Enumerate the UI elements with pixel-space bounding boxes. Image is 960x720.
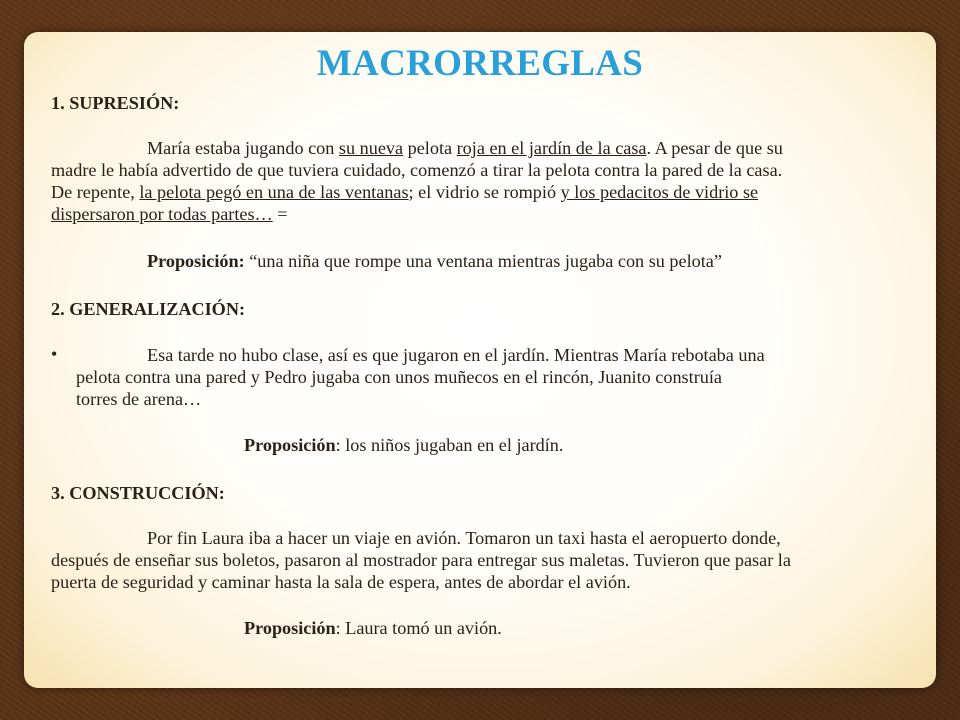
proposition-text: : Laura tomó un avión. <box>335 618 502 638</box>
section3-line-2: después de enseñar sus boletos, pasaron al mostrador para entregar sus maletas. Tuvieron que pasar la <box>51 550 791 570</box>
section1-proposition <box>147 250 722 272</box>
text-segment: ; el vidrio se rompió <box>408 182 561 202</box>
underlined-phrase: dispersaron por todas partes… <box>51 204 273 224</box>
section3-line-1: Por fin Laura iba a hacer un viaje en avión. Tomaron un taxi hasta el aeropuerto donde, <box>147 528 781 548</box>
text-segment: = <box>272 204 288 224</box>
proposition-label: Proposición: <box>147 251 245 271</box>
section1-paragraph <box>51 137 931 225</box>
text-segment: . A pesar de que su <box>646 138 783 158</box>
section3-paragraph <box>51 527 936 593</box>
text-segment: María estaba jugando con <box>147 138 339 158</box>
section2-line-3: torres de arena… <box>76 389 202 409</box>
underlined-phrase: su nueva <box>338 138 404 158</box>
proposition-label: Proposición <box>244 618 336 638</box>
text-segment: De repente, <box>51 182 140 202</box>
section-heading-supresion: 1. SUPRESIÓN: <box>51 93 180 113</box>
section-heading-generalizacion: 2. GENERALIZACIÓN: <box>51 299 246 319</box>
proposition-label: Proposición <box>244 435 336 455</box>
text-segment: madre le había advertido de que tuviera cuidado, comenzó a tirar la pelota contra la pared de la casa. <box>51 160 783 180</box>
underlined-phrase: roja en el jardín de la casa <box>456 138 647 158</box>
section2-proposition <box>244 434 563 456</box>
proposition-text: : los niños jugaban en el jardín. <box>335 435 564 455</box>
section1-line-3 <box>51 181 931 203</box>
text-segment: pelota <box>403 138 457 158</box>
section2-paragraph <box>76 344 936 410</box>
section1-line-2 <box>51 159 931 181</box>
underlined-phrase: y los pedacitos de vidrio se <box>560 182 759 202</box>
section2-line-2: pelota contra una pared y Pedro jugaba con unos muñecos en el rincón, Juanito construía <box>76 367 722 387</box>
slide-title: MACRORREGLAS <box>316 43 644 84</box>
section3-proposition <box>244 617 502 639</box>
bullet-icon: • <box>51 344 58 364</box>
underlined-phrase: la pelota pegó en una de las ventanas <box>139 182 409 202</box>
slide-card <box>24 32 936 688</box>
section1-line-1 <box>51 137 931 159</box>
section2-line-1: Esa tarde no hubo clase, así es que jugaron en el jardín. Mientras María rebotaba una <box>147 345 765 365</box>
section-heading-construccion: 3. CONSTRUCCIÓN: <box>51 483 225 503</box>
proposition-text: “una niña que rompe una ventana mientras jugaba con su pelota” <box>244 251 722 271</box>
section3-line-3: puerta de seguridad y caminar hasta la sala de espera, antes de abordar el avión. <box>51 572 631 592</box>
section1-line-4 <box>51 203 931 225</box>
